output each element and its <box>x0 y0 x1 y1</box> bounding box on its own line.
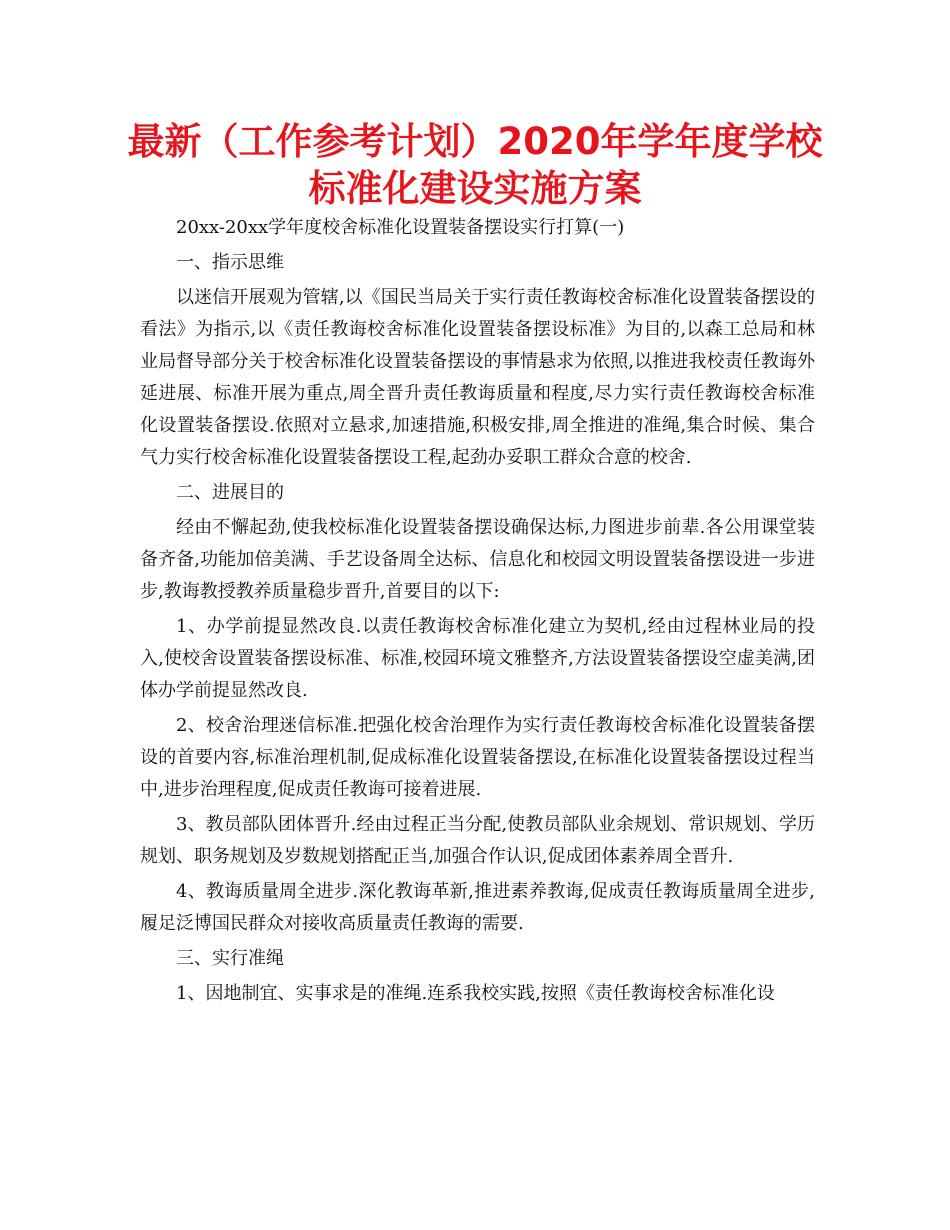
paragraph-goal-4: 4、教诲质量周全进步.深化教诲革新,推进素养教诲,促成责任教诲质量周全进步,履足泛博国民群众对接收高质量责任教诲的需要. <box>140 881 815 934</box>
paragraph-guiding-thought: 以迷信开展观为管辖,以《国民当局关于实行责任教诲校舍标准化设置装备摆设的看法》为指示,以《责任教诲校舍标准化设置装备摆设标准》为目的,以森工总局和林业局督导部分关于校舍标准化设置装备摆设的事情悬求为依照,以推进我校责任教诲外延进展、标准开展为重点,周全晋升责任教诲质量和程度,尽力实行责任教诲校舍标准化设置装备摆设.依照对立悬求,加速措施,积极安排,周全推进的准绳,集合时候、集合气力实行校舍标准化设置装备摆设工程,起劲办妥职工群众合意的校舍. <box>140 287 815 468</box>
paragraph-principle-1: 1、因地制宜、实事求是的准绳.连系我校实践,按照《责任教诲校舍标准化设 <box>176 983 775 1004</box>
section-heading-3: 三、实行准绳 <box>176 948 284 969</box>
paragraph-goal-3: 3、教员部队团体晋升.经由过程正当分配,使教员部队业余规划、常识规划、学历规划、职务规划及岁数规划搭配正当,加强合作认识,促成团体素养周全晋升. <box>140 814 815 867</box>
section-heading-1: 一、指示思维 <box>176 252 284 273</box>
section-heading-2: 二、进展目的 <box>176 482 284 503</box>
paragraph-goal-2: 2、校舍治理迷信标准.把强化校舍治理作为实行责任教诲校舍标准化设置装备摆设的首要内容,标准治理机制,促成标准化设置装备摆设,在标准化设置装备摆设过程当中,进步治理程度,促成责任教诲可接着进展. <box>140 715 815 800</box>
paragraph-goal-1: 1、办学前提显然改良.以责任教诲校舍标准化建立为契机,经由过程林业局的投入,使校舍设置装备摆设标准、标准,校园环境文雅整齐,方法设置装备摆设空虚美满,团体办学前提显然改良. <box>140 616 815 701</box>
paragraph-development-goal: 经由不懈起劲,使我校标准化设置装备摆设确保达标,力图进步前辈.各公用课堂装备齐备,功能加倍美满、手艺设备周全达标、信息化和校园文明设置装备摆设进一步进步,教诲教授教养质量稳步晋升,首要目的以下: <box>140 517 815 602</box>
document-title: 最新（工作参考计划）2020年学年度学校标准化建设实施方案 <box>127 120 823 210</box>
document-subtitle: 20xx-20xx学年度校舍标准化设置装备摆设实行打算(一) <box>176 217 625 238</box>
document-body <box>140 212 815 1013</box>
